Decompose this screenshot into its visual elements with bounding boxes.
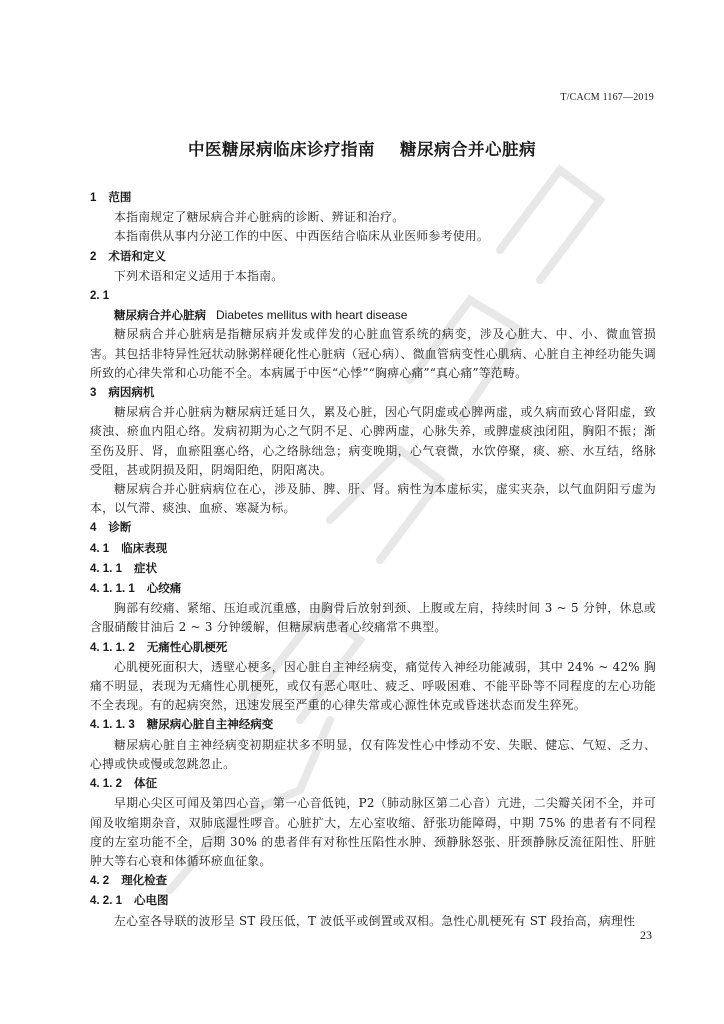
term-zh: 糖尿病合并心脏病 xyxy=(114,308,206,323)
section-heading xyxy=(90,871,656,891)
paragraph: 糖尿病合并心脏病病位在心，涉及肺、脾、肝、肾。病性为本虚标实，虚实夹杂，以气血阴阳亏虚为本，以气滞、痰浊、血瘀、寒凝为标。 xyxy=(90,482,656,516)
section-number: 2 xyxy=(90,250,97,263)
section-heading xyxy=(90,518,656,538)
section-title: 范围 xyxy=(108,190,132,204)
section-heading xyxy=(90,638,656,658)
section-number: 4. 2. 1 xyxy=(90,895,122,908)
page-title: 中医糖尿病临床诊疗指南 糖尿病合并心脏病 xyxy=(188,140,536,159)
section-title: 心绞痛 xyxy=(146,581,182,596)
paragraph: 糖尿病心脏自主神经病变初期症状多不明显，仅有阵发性心中悸动不安、失眠、健忘、气短、乏力、心搏或快或慢或忽跳忽止。 xyxy=(90,737,656,771)
page-number: 23 xyxy=(640,928,652,942)
section-heading xyxy=(90,247,656,267)
section-heading xyxy=(90,579,656,599)
paragraph: 胸部有绞痛、紧缩、压迫或沉重感，由胸骨后放射到颈、上腹或左肩，持续时间 3 ~ 5 分钟，休息或含服硝酸甘油后 2 ~ 3 分钟缓解，但糖尿病患者心绞痛常不典型。 xyxy=(90,601,656,635)
section-number: 4. 2 xyxy=(90,875,110,888)
section-number: 4. 1. 1. 1 xyxy=(90,583,135,596)
section-number: 4. 1. 1. 3 xyxy=(90,719,135,732)
section-title: 心电图 xyxy=(133,893,169,908)
section-heading xyxy=(90,188,656,208)
paragraph: 本指南规定了糖尿病合并心脏病的诊断、辨证和治疗。 xyxy=(114,210,405,225)
paragraph: 心肌梗死面积大，透壁心梗多，因心脏自主神经病变，痛觉传入神经功能减弱，其中 24% ~ 42% 胸痛不明显，表现为无痛性心肌梗死，或仅有恶心呕吐、疲乏、呼吸困难、不能平卧等不同程度的左心功能不全表现。有的起病突然，迅速发展至严重的心律失常或心源性休克或昏迷状态而发生猝死。 xyxy=(90,659,656,713)
section-title: 理化检查 xyxy=(121,873,168,888)
section-number: 3 xyxy=(90,387,97,400)
section-title: 诊断 xyxy=(108,520,132,535)
section-number: 4. 1. 1. 2 xyxy=(90,641,135,654)
section-number: 4. 1 xyxy=(90,542,110,555)
section-title: 临床表现 xyxy=(121,540,168,555)
section-heading xyxy=(90,286,656,306)
paragraph: 早期心尖区可闻及第四心音，第一心音低钝，P2（肺动脉区第二心音）亢进，二尖瓣关闭不全，并可闻及收缩期杂音，双肺底湿性啰音。心脏扩大，左心室收缩、舒张功能障碍，中期 75% 的患者有不同程度的左室功能不全，后期 30% 的患者伴有对称性压陷性水肿、颈静脉怒张、肝颈静脉反流征阳性、肝脏肿大等右心衰和体循环瘀血征象。 xyxy=(90,796,656,868)
paragraph: 糖尿病合并心脏病为糖尿病迁延日久，累及心脏，因心气阴虚或心脾两虚，或久病而致心肾阳虚，致痰浊、瘀血内阻心络。发病初期为心之气阴不足、心脾两虚，心脉失养，或脾虚痰浊闭阻，胸阳不振；渐至伤及肝、肾，血瘀阻塞心络，心之络脉绌急；病变晚期，心气衰微，水饮停聚，痰、瘀、水互结，络脉受阻，甚或阴损及阳，阴竭阳绝，阴阳离决。 xyxy=(90,405,656,477)
paragraph: 左心室各导联的波形呈 ST 段压低，T 波低平或倒置或双相。急性心肌梗死有 ST 段抬高，病理性 xyxy=(114,913,636,928)
section-number: 1 xyxy=(90,192,97,204)
section-number: 4 xyxy=(90,522,97,535)
section-number: 4. 1. 1 xyxy=(90,562,122,575)
section-title: 症状 xyxy=(133,560,157,575)
standard-code: T/CACM 1167—2019 xyxy=(560,92,654,103)
section-title: 病因病机 xyxy=(108,385,155,400)
section-heading xyxy=(90,383,656,403)
paragraph: 糖尿病合并心脏病是指糖尿病并发或伴发的心脏血管系统的病变，涉及心脏大、中、小、微血管损害。其包括非特异性冠状动脉粥样硬化性心脏病（冠心病）、微血管病变性心肌病、心脏自主神经功能失调所致的心律失常和心功能不全。本病属于中医“心悸”“胸痹心痛”“真心痛”等范畴。 xyxy=(90,327,656,380)
term-definition xyxy=(90,306,656,325)
section-title: 糖尿病心脏自主神经病变 xyxy=(146,717,274,732)
term-en: Diabetes mellitus with heart disease xyxy=(216,308,408,323)
paragraph: 下列术语和定义适用于本指南。 xyxy=(114,268,284,283)
section-heading xyxy=(90,715,656,735)
section-title: 术语和定义 xyxy=(108,248,166,263)
paragraph: 本指南供从事内分泌工作的中医、中西医结合临床从业医师参考使用。 xyxy=(114,229,490,244)
section-heading xyxy=(90,559,656,579)
document-body xyxy=(90,188,656,931)
section-number: 2. 1 xyxy=(90,290,110,303)
section-heading xyxy=(90,774,656,794)
section-title: 无痛性心肌梗死 xyxy=(146,639,228,654)
section-heading xyxy=(90,891,656,911)
section-number: 4. 1. 2 xyxy=(90,778,122,791)
section-title: 体征 xyxy=(133,776,157,791)
section-heading xyxy=(90,539,656,559)
